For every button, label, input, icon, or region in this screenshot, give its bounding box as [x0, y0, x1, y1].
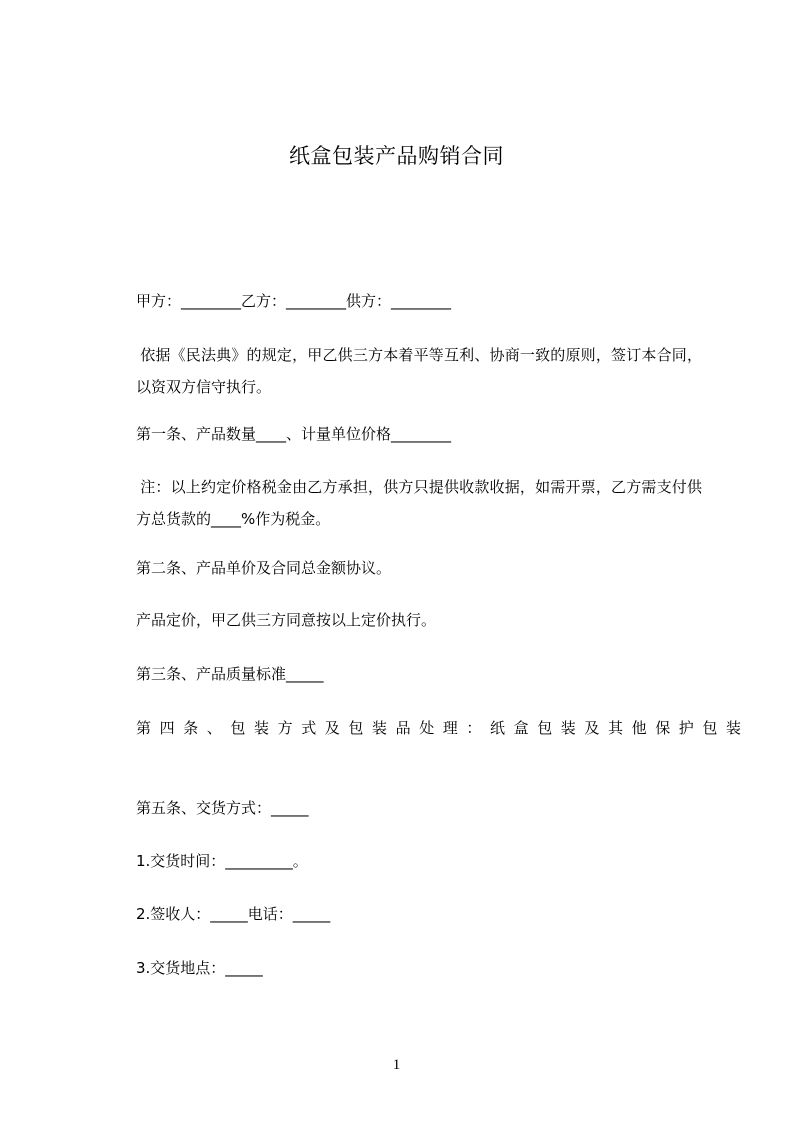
article-4: 第四条、包装方式及包装品处理：纸盒包装及其他保护包装	[136, 719, 750, 737]
article-1: 第一条、产品数量____、计量单位价格________	[136, 425, 452, 443]
parties-line: 甲方：________乙方：________供方：________	[136, 292, 452, 310]
article-3: 第三条、产品质量标准_____	[136, 665, 324, 683]
delivery-item-3: 3.交货地点：_____	[136, 959, 263, 977]
note-text: 注：以上约定价格税金由乙方承担，供方只提供收款收据，如需开票，乙方需支付供方总货款的____%作为税金。	[136, 478, 702, 528]
preamble-text: 依据《民法典》的规定，甲乙供三方本着平等互利、协商一致的原则，签订本合同，以资双方信守执行。	[136, 346, 702, 396]
article-5: 第五条、交货方式：_____	[136, 799, 309, 817]
delivery-item-1: 1.交货时间：_________。	[136, 852, 308, 870]
pricing-paragraph: 产品定价，甲乙供三方同意按以上定价执行。	[136, 611, 437, 629]
preamble-paragraph	[136, 339, 702, 403]
delivery-item-2: 2.签收人：_____电话：_____	[136, 905, 331, 923]
note-paragraph	[136, 471, 702, 535]
article-2: 第二条、产品单价及合同总金额协议。	[136, 559, 392, 577]
page-number: 1	[392, 1057, 401, 1073]
page-title: 纸盒包装产品购销合同	[289, 144, 504, 168]
